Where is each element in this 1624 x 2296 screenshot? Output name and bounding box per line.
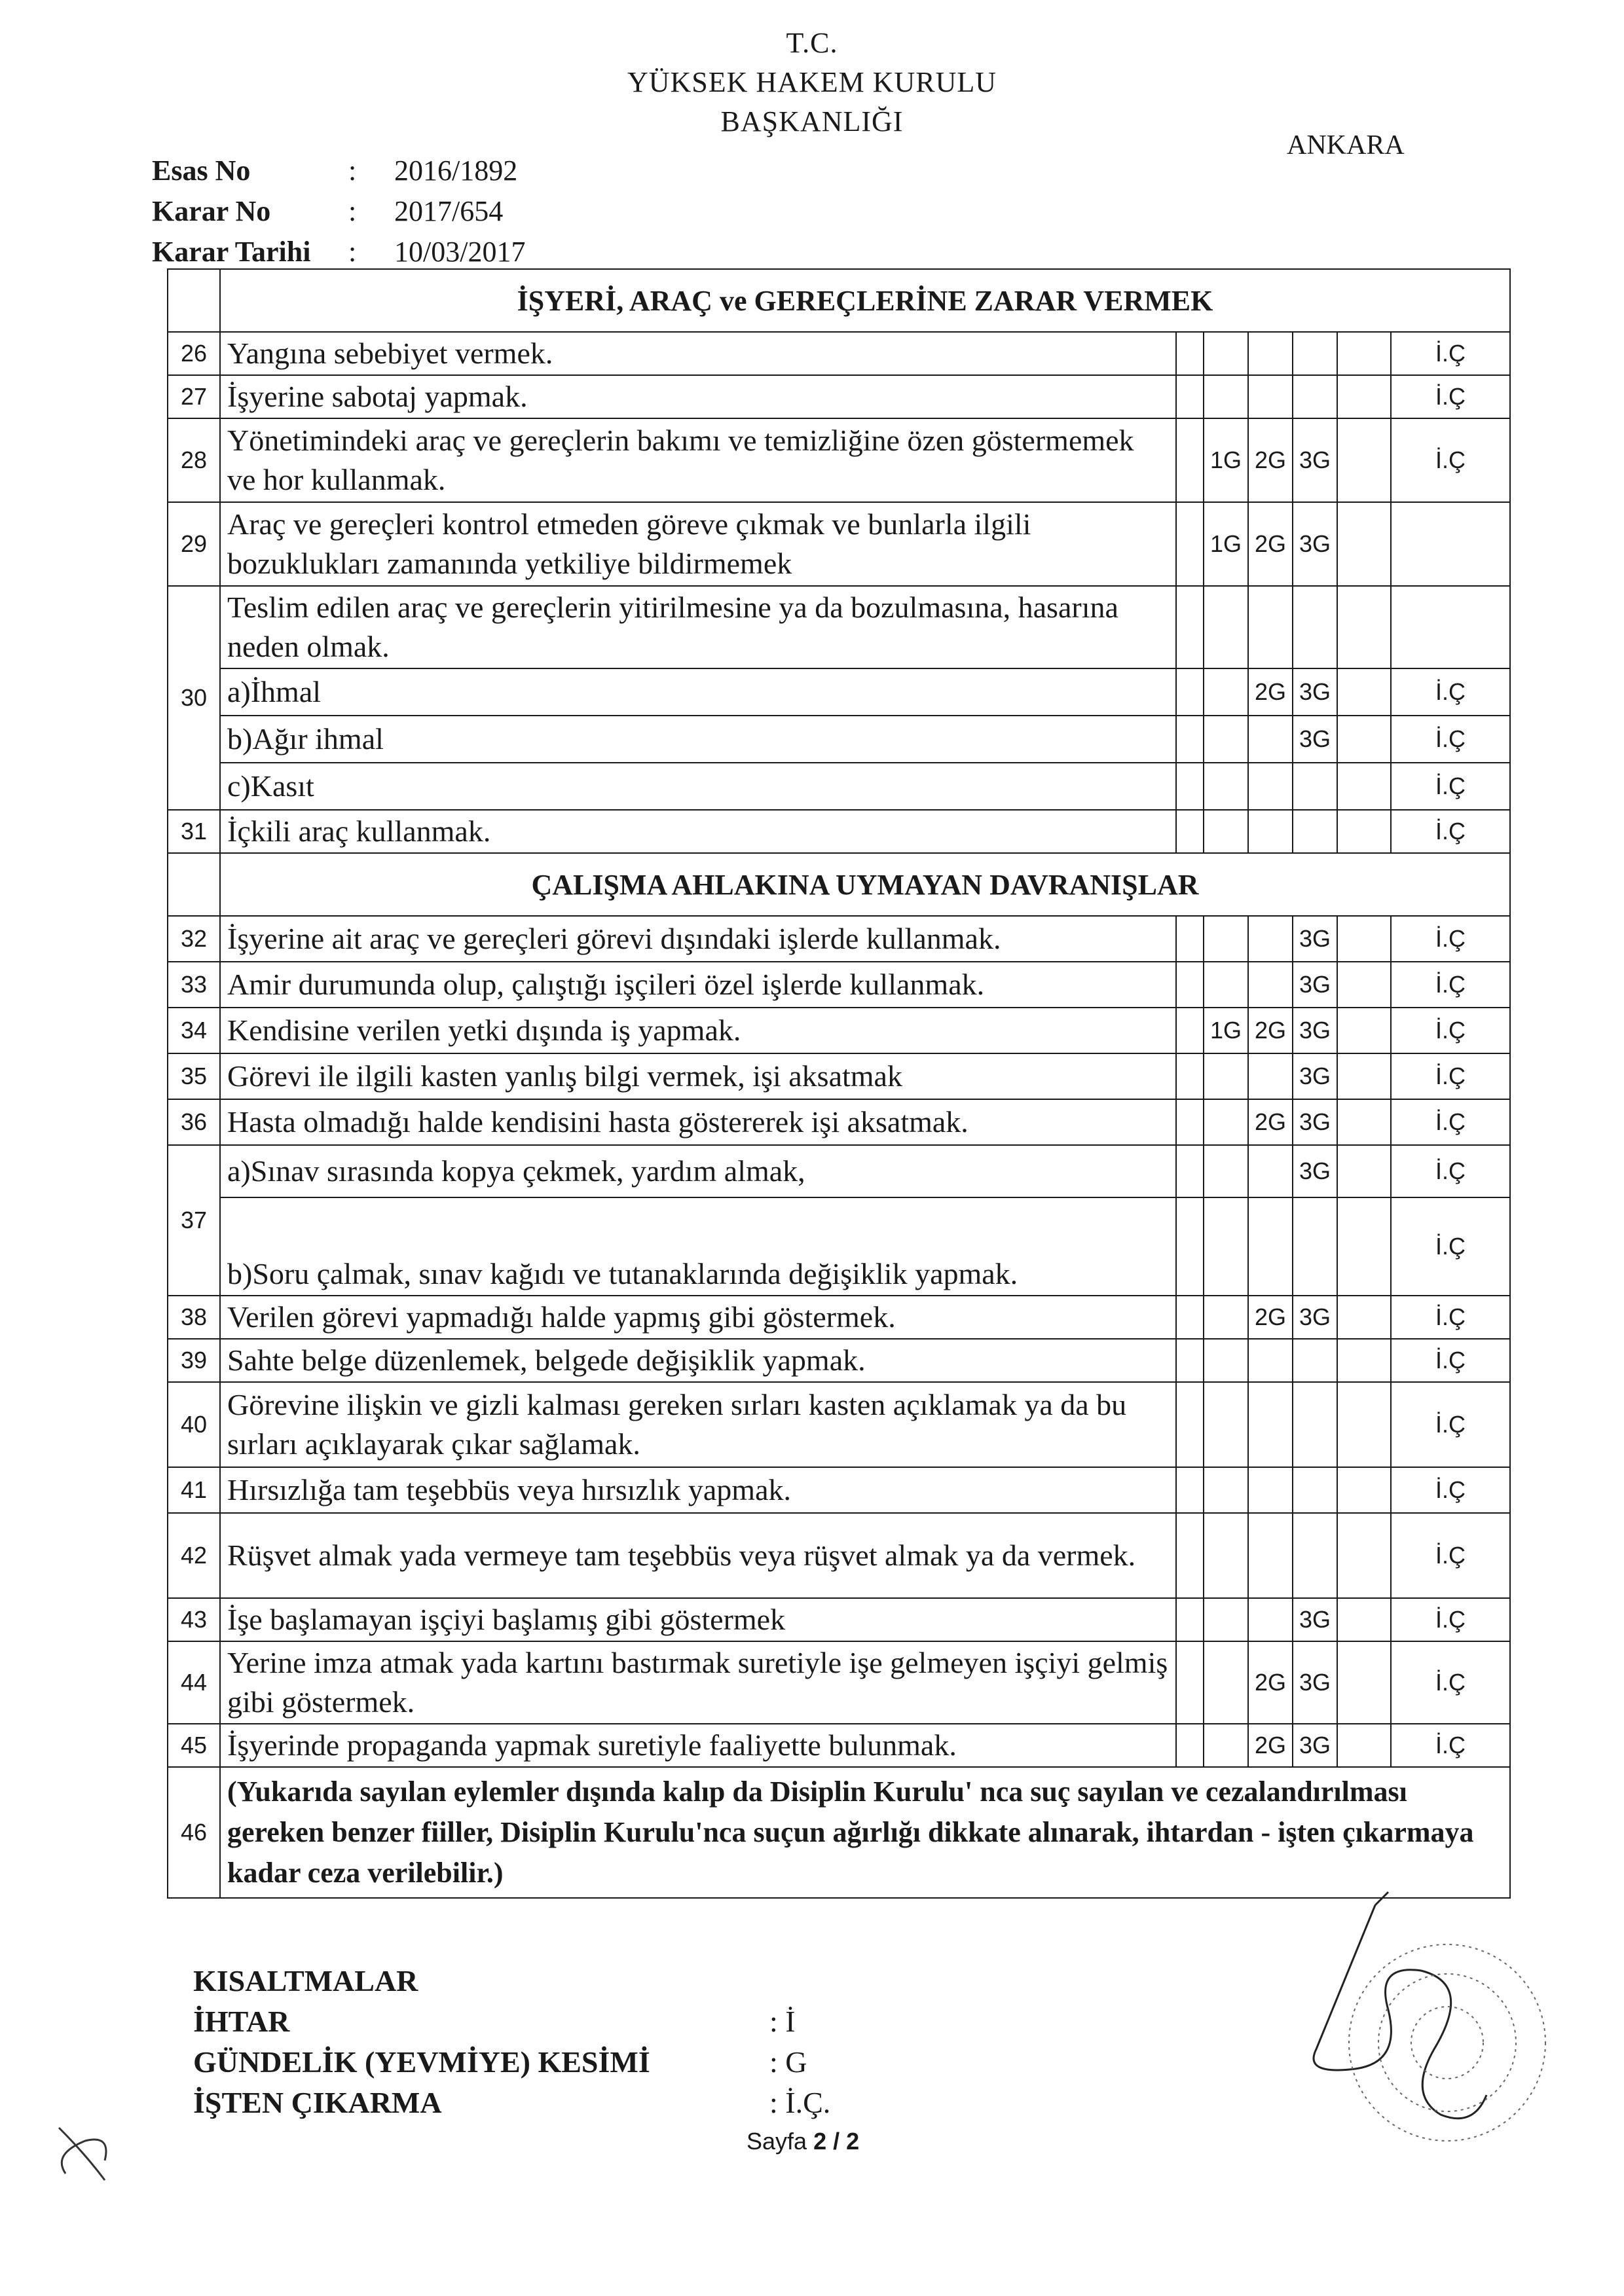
row-number: 38 bbox=[168, 1296, 220, 1339]
penalty-cell-5 bbox=[1337, 1641, 1391, 1724]
row-number: 29 bbox=[168, 502, 220, 586]
penalty-cell-4: 3G bbox=[1293, 962, 1337, 1008]
penalty-cell-2: 1G bbox=[1204, 502, 1248, 586]
row-description: Görevi ile ilgili kasten yanlış bilgi vermek, işi aksatmak bbox=[220, 1053, 1176, 1099]
penalty-cell-3 bbox=[1248, 1382, 1293, 1467]
penalty-cell-2 bbox=[1204, 763, 1248, 810]
penalty-cell-2 bbox=[1204, 1513, 1248, 1598]
penalty-cell-1 bbox=[1176, 1296, 1204, 1339]
penalty-cell-4: 3G bbox=[1293, 1145, 1337, 1197]
header-line-presidency: BAŞKANLIĞI bbox=[720, 105, 904, 137]
penalty-cell-5 bbox=[1337, 1099, 1391, 1145]
penalty-cell-1 bbox=[1176, 418, 1204, 502]
table-row bbox=[168, 1382, 1510, 1467]
penalty-cell-5 bbox=[1337, 916, 1391, 962]
penalty-cell-3 bbox=[1248, 763, 1293, 810]
table-row bbox=[168, 375, 1510, 418]
penalty-cell-6 bbox=[1391, 586, 1510, 668]
abbreviation-isten-cikarma: İŞTEN ÇIKARMA : İ.Ç. bbox=[193, 2086, 831, 2119]
table-row bbox=[168, 332, 1510, 375]
penalty-cell-6: İ.Ç bbox=[1391, 1053, 1510, 1099]
row-description: Hırsızlığa tam teşebbüs veya hırsızlık yapmak. bbox=[220, 1467, 1176, 1513]
row-description: İşyerine ait araç ve gereçleri görevi dışındaki işlerde kullanmak. bbox=[220, 916, 1176, 962]
penalty-cell-4: 3G bbox=[1293, 1099, 1337, 1145]
penalty-cell-3: 2G bbox=[1248, 1008, 1293, 1053]
penalty-cell-1 bbox=[1176, 763, 1204, 810]
row-number: 44 bbox=[168, 1641, 220, 1724]
penalty-cell-6: İ.Ç bbox=[1391, 375, 1510, 418]
penalty-cell-6: İ.Ç bbox=[1391, 962, 1510, 1008]
penalty-cell-3 bbox=[1248, 916, 1293, 962]
penalty-cell-1 bbox=[1176, 916, 1204, 962]
penalty-cell-1 bbox=[1176, 668, 1204, 716]
penalty-cell-2: 1G bbox=[1204, 1008, 1248, 1053]
penalty-cell-5 bbox=[1337, 586, 1391, 668]
penalty-cell-3 bbox=[1248, 1197, 1293, 1296]
section-header-num-cell bbox=[168, 269, 220, 332]
table-row bbox=[168, 1296, 1510, 1339]
penalty-cell-3: 2G bbox=[1248, 1641, 1293, 1724]
table-row bbox=[168, 810, 1510, 853]
penalty-cell-5 bbox=[1337, 668, 1391, 716]
penalty-cell-6: İ.Ç bbox=[1391, 1598, 1510, 1641]
penalty-cell-4: 3G bbox=[1293, 916, 1337, 962]
penalty-cell-4 bbox=[1293, 1467, 1337, 1513]
row-description: b)Ağır ihmal bbox=[220, 716, 1176, 763]
penalty-cell-6: İ.Ç bbox=[1391, 1197, 1510, 1296]
penalty-cell-5 bbox=[1337, 1598, 1391, 1641]
penalty-cell-1 bbox=[1176, 716, 1204, 763]
row-description: a)Sınav sırasında kopya çekmek, yardım almak, bbox=[220, 1145, 1176, 1197]
penalty-cell-5 bbox=[1337, 1053, 1391, 1099]
penalty-cell-3 bbox=[1248, 1513, 1293, 1598]
discipline-table bbox=[167, 268, 1511, 1899]
penalty-cell-2 bbox=[1204, 916, 1248, 962]
penalty-cell-1 bbox=[1176, 1467, 1204, 1513]
page-number: Sayfa 2 / 2 bbox=[747, 2128, 860, 2155]
penalty-cell-4: 3G bbox=[1293, 668, 1337, 716]
penalty-cell-6: İ.Ç bbox=[1391, 1296, 1510, 1339]
penalty-cell-6: İ.Ç bbox=[1391, 332, 1510, 375]
penalty-cell-5 bbox=[1337, 375, 1391, 418]
header-line-tc: T.C. bbox=[786, 27, 838, 59]
row-description: Sahte belge düzenlemek, belgede değişiklik yapmak. bbox=[220, 1339, 1176, 1382]
penalty-cell-5 bbox=[1337, 332, 1391, 375]
penalty-cell-5 bbox=[1337, 1382, 1391, 1467]
penalty-cell-4: 3G bbox=[1293, 1053, 1337, 1099]
penalty-cell-2 bbox=[1204, 1296, 1248, 1339]
penalty-cell-1 bbox=[1176, 1008, 1204, 1053]
penalty-cell-2 bbox=[1204, 375, 1248, 418]
penalty-cell-2 bbox=[1204, 810, 1248, 853]
penalty-cell-6: İ.Ç bbox=[1391, 1008, 1510, 1053]
section-header-row bbox=[168, 853, 1510, 916]
penalty-cell-2 bbox=[1204, 668, 1248, 716]
penalty-cell-3: 2G bbox=[1248, 668, 1293, 716]
penalty-cell-3 bbox=[1248, 1339, 1293, 1382]
row-number: 28 bbox=[168, 418, 220, 502]
penalty-cell-4 bbox=[1293, 810, 1337, 853]
penalty-cell-5 bbox=[1337, 1197, 1391, 1296]
row-description: Verilen görevi yapmadığı halde yapmış gibi göstermek. bbox=[220, 1296, 1176, 1339]
row-description: Teslim edilen araç ve gereçlerin yitirilmesine ya da bozulmasına, hasarına neden olmak. bbox=[220, 586, 1176, 668]
table-row bbox=[168, 1053, 1510, 1099]
table-row-37a bbox=[168, 1145, 1510, 1197]
penalty-cell-1 bbox=[1176, 1513, 1204, 1598]
row-number: 39 bbox=[168, 1339, 220, 1382]
header-line-institution: YÜKSEK HAKEM KURULU bbox=[627, 66, 997, 98]
penalty-cell-1 bbox=[1176, 586, 1204, 668]
penalty-cell-2 bbox=[1204, 1339, 1248, 1382]
row-number: 33 bbox=[168, 962, 220, 1008]
penalty-cell-4: 3G bbox=[1293, 1296, 1337, 1339]
penalty-cell-6: İ.Ç bbox=[1391, 1099, 1510, 1145]
signature-mark bbox=[1314, 1892, 1486, 2119]
section-title-2: ÇALIŞMA AHLAKINA UYMAYAN DAVRANIŞLAR bbox=[220, 853, 1510, 916]
penalty-cell-2 bbox=[1204, 1099, 1248, 1145]
penalty-cell-2: 1G bbox=[1204, 418, 1248, 502]
penalty-cell-4 bbox=[1293, 1382, 1337, 1467]
row-description: İşyerine sabotaj yapmak. bbox=[220, 375, 1176, 418]
row-description: Görevine ilişkin ve gizli kalması gereken sırları kasten açıklamak ya da bu sırları açıklayarak çıkar sağlamak. bbox=[220, 1382, 1176, 1467]
table-row bbox=[168, 1008, 1510, 1053]
penalty-cell-5 bbox=[1337, 418, 1391, 502]
penalty-cell-1 bbox=[1176, 1197, 1204, 1296]
penalty-cell-1 bbox=[1176, 332, 1204, 375]
penalty-cell-4: 3G bbox=[1293, 1724, 1337, 1767]
table-body bbox=[168, 269, 1510, 1898]
row-description: a)İhmal bbox=[220, 668, 1176, 716]
penalty-cell-3 bbox=[1248, 586, 1293, 668]
penalty-cell-5 bbox=[1337, 1513, 1391, 1598]
penalty-cell-4: 3G bbox=[1293, 1598, 1337, 1641]
table-row bbox=[168, 418, 1510, 502]
penalty-cell-2 bbox=[1204, 1382, 1248, 1467]
signature-and-stamp bbox=[1277, 1879, 1552, 2187]
row-description: İşyerinde propaganda yapmak suretiyle faaliyette bulunmak. bbox=[220, 1724, 1176, 1767]
meta-row-karar: Karar No : 2017/654 bbox=[152, 195, 504, 227]
official-stamp bbox=[1349, 1944, 1545, 2141]
penalty-cell-1 bbox=[1176, 502, 1204, 586]
penalty-cell-6: İ.Ç bbox=[1391, 1513, 1510, 1598]
penalty-cell-4 bbox=[1293, 1513, 1337, 1598]
table-row bbox=[168, 916, 1510, 962]
penalty-cell-1 bbox=[1176, 1724, 1204, 1767]
penalty-cell-2 bbox=[1204, 1467, 1248, 1513]
penalty-cell-6: İ.Ç bbox=[1391, 810, 1510, 853]
abbreviations bbox=[193, 1961, 830, 2123]
row-number: 27 bbox=[168, 375, 220, 418]
table-row-37b bbox=[168, 1197, 1510, 1296]
row-description: Hasta olmadığı halde kendisini hasta göstererek işi aksatmak. bbox=[220, 1099, 1176, 1145]
penalty-cell-1 bbox=[1176, 810, 1204, 853]
penalty-cell-6: İ.Ç bbox=[1391, 1339, 1510, 1382]
meta-row-tarih: Karar Tarihi : 10/03/2017 bbox=[152, 236, 526, 268]
row-number: 31 bbox=[168, 810, 220, 853]
margin-initial-mark bbox=[46, 2115, 118, 2193]
penalty-cell-5 bbox=[1337, 810, 1391, 853]
section-header-row bbox=[168, 269, 1510, 332]
penalty-cell-6: İ.Ç bbox=[1391, 1724, 1510, 1767]
penalty-cell-2 bbox=[1204, 1197, 1248, 1296]
row-number: 37 bbox=[168, 1145, 220, 1296]
row-description: Yerine imza atmak yada kartını bastırmak suretiyle işe gelmeyen işçiyi gelmiş gibi göstermek. bbox=[220, 1641, 1176, 1724]
table-row bbox=[168, 1641, 1510, 1724]
penalty-cell-4: 3G bbox=[1293, 1008, 1337, 1053]
penalty-cell-6: İ.Ç bbox=[1391, 668, 1510, 716]
table-row bbox=[168, 1467, 1510, 1513]
penalty-cell-1 bbox=[1176, 375, 1204, 418]
penalty-cell-3 bbox=[1248, 1145, 1293, 1197]
row-number: 34 bbox=[168, 1008, 220, 1053]
row-description: Yangına sebebiyet vermek. bbox=[220, 332, 1176, 375]
penalty-cell-2 bbox=[1204, 586, 1248, 668]
penalty-cell-3 bbox=[1248, 1467, 1293, 1513]
penalty-cell-1 bbox=[1176, 1382, 1204, 1467]
section-header-num-cell bbox=[168, 853, 220, 916]
penalty-cell-5 bbox=[1337, 1296, 1391, 1339]
row-number: 40 bbox=[168, 1382, 220, 1467]
penalty-cell-3 bbox=[1248, 332, 1293, 375]
penalty-cell-3 bbox=[1248, 962, 1293, 1008]
table-row-46 bbox=[168, 1767, 1510, 1898]
row-number: 43 bbox=[168, 1598, 220, 1641]
penalty-cell-3: 2G bbox=[1248, 502, 1293, 586]
penalty-cell-5 bbox=[1337, 1724, 1391, 1767]
row-number: 46 bbox=[168, 1767, 220, 1898]
penalty-cell-6: İ.Ç bbox=[1391, 1467, 1510, 1513]
penalty-cell-3: 2G bbox=[1248, 1099, 1293, 1145]
penalty-cell-3 bbox=[1248, 1053, 1293, 1099]
penalty-cell-5 bbox=[1337, 962, 1391, 1008]
penalty-cell-1 bbox=[1176, 962, 1204, 1008]
penalty-cell-3: 2G bbox=[1248, 1296, 1293, 1339]
table-row bbox=[168, 502, 1510, 586]
penalty-cell-3 bbox=[1248, 810, 1293, 853]
penalty-cell-2 bbox=[1204, 332, 1248, 375]
penalty-cell-4 bbox=[1293, 586, 1337, 668]
penalty-cell-3 bbox=[1248, 716, 1293, 763]
case-metadata bbox=[152, 151, 525, 272]
penalty-cell-1 bbox=[1176, 1099, 1204, 1145]
penalty-cell-1 bbox=[1176, 1145, 1204, 1197]
penalty-cell-6: İ.Ç bbox=[1391, 1145, 1510, 1197]
table-row bbox=[168, 962, 1510, 1008]
penalty-cell-6: İ.Ç bbox=[1391, 1641, 1510, 1724]
row-description: Kendisine verilen yetki dışında iş yapmak. bbox=[220, 1008, 1176, 1053]
city-label: ANKARA bbox=[1287, 130, 1405, 160]
penalty-cell-1 bbox=[1176, 1339, 1204, 1382]
penalty-cell-2 bbox=[1204, 1724, 1248, 1767]
row-description: Amir durumunda olup, çalıştığı işçileri özel işlerde kullanmak. bbox=[220, 962, 1176, 1008]
row-number: 26 bbox=[168, 332, 220, 375]
penalty-cell-6: İ.Ç bbox=[1391, 418, 1510, 502]
penalty-cell-4: 3G bbox=[1293, 418, 1337, 502]
row-number: 41 bbox=[168, 1467, 220, 1513]
penalty-cell-6 bbox=[1391, 502, 1510, 586]
row-description: İşe başlamayan işçiyi başlamış gibi göstermek bbox=[220, 1598, 1176, 1641]
penalty-cell-5 bbox=[1337, 1467, 1391, 1513]
abbreviation-gundelik: GÜNDELİK (YEVMİYE) KESİMİ : G bbox=[193, 2045, 807, 2079]
row-number: 32 bbox=[168, 916, 220, 962]
penalty-cell-3: 2G bbox=[1248, 1724, 1293, 1767]
penalty-cell-1 bbox=[1176, 1053, 1204, 1099]
row-description: İçkili araç kullanmak. bbox=[220, 810, 1176, 853]
penalty-cell-6: İ.Ç bbox=[1391, 1382, 1510, 1467]
penalty-cell-3 bbox=[1248, 375, 1293, 418]
penalty-cell-2 bbox=[1204, 716, 1248, 763]
penalty-cell-3 bbox=[1248, 1598, 1293, 1641]
penalty-cell-2 bbox=[1204, 1641, 1248, 1724]
row-description: c)Kasıt bbox=[220, 763, 1176, 810]
table-row-30-intro bbox=[168, 586, 1510, 668]
penalty-cell-4: 3G bbox=[1293, 502, 1337, 586]
penalty-cell-4: 3G bbox=[1293, 1641, 1337, 1724]
penalty-cell-4: 3G bbox=[1293, 716, 1337, 763]
penalty-cell-4 bbox=[1293, 332, 1337, 375]
table-row-30-sub bbox=[168, 763, 1510, 810]
row-number: 45 bbox=[168, 1724, 220, 1767]
penalty-cell-2 bbox=[1204, 1145, 1248, 1197]
table-row bbox=[168, 1724, 1510, 1767]
penalty-cell-4 bbox=[1293, 1197, 1337, 1296]
row-number: 35 bbox=[168, 1053, 220, 1099]
abbreviation-ihtar: İHTAR : İ bbox=[193, 2005, 796, 2038]
row-number: 36 bbox=[168, 1099, 220, 1145]
penalty-cell-1 bbox=[1176, 1641, 1204, 1724]
row-number: 42 bbox=[168, 1513, 220, 1598]
penalty-cell-2 bbox=[1204, 962, 1248, 1008]
penalty-cell-6: İ.Ç bbox=[1391, 916, 1510, 962]
section-title-1: İŞYERİ, ARAÇ ve GEREÇLERİNE ZARAR VERMEK bbox=[220, 269, 1510, 332]
table-row-30-sub bbox=[168, 716, 1510, 763]
table-row bbox=[168, 1339, 1510, 1382]
penalty-cell-5 bbox=[1337, 1008, 1391, 1053]
penalty-cell-5 bbox=[1337, 763, 1391, 810]
penalty-cell-6: İ.Ç bbox=[1391, 716, 1510, 763]
penalty-cell-5 bbox=[1337, 716, 1391, 763]
table-row bbox=[168, 1598, 1510, 1641]
penalty-cell-4 bbox=[1293, 375, 1337, 418]
meta-row-esas: Esas No : 2016/1892 bbox=[152, 155, 518, 187]
penalty-cell-5 bbox=[1337, 502, 1391, 586]
penalty-cell-5 bbox=[1337, 1339, 1391, 1382]
table-row bbox=[168, 1099, 1510, 1145]
row-description: b)Soru çalmak, sınav kağıdı ve tutanaklarında değişiklik yapmak. bbox=[220, 1197, 1176, 1296]
abbreviations-title: KISALTMALAR bbox=[193, 1964, 418, 1997]
penalty-cell-5 bbox=[1337, 1145, 1391, 1197]
row-description: Rüşvet almak yada vermeye tam teşebbüs veya rüşvet almak ya da vermek. bbox=[220, 1513, 1176, 1598]
penalty-cell-3: 2G bbox=[1248, 418, 1293, 502]
penalty-cell-4 bbox=[1293, 763, 1337, 810]
penalty-cell-2 bbox=[1204, 1053, 1248, 1099]
penalty-cell-4 bbox=[1293, 1339, 1337, 1382]
row-number: 30 bbox=[168, 586, 220, 810]
row-description: Araç ve gereçleri kontrol etmeden göreve çıkmak ve bunlarla ilgili bozuklukları zamanında yetkiliye bildirmemek bbox=[220, 502, 1176, 586]
penalty-cell-6: İ.Ç bbox=[1391, 763, 1510, 810]
table-row-30-sub bbox=[168, 668, 1510, 716]
row-description: Yönetimindeki araç ve gereçlerin bakımı ve temizliğine özen göstermemek ve hor kullanmak. bbox=[220, 418, 1176, 502]
table-row bbox=[168, 1513, 1510, 1598]
penalty-cell-2 bbox=[1204, 1598, 1248, 1641]
penalty-cell-1 bbox=[1176, 1598, 1204, 1641]
closing-note: (Yukarıda sayılan eylemler dışında kalıp da Disiplin Kurulu' nca suç sayılan ve cezalandırılması gereken benzer fiiller, Disiplin Kurulu'nca suçun ağırlığı dikkate alınarak, ihtardan - işten çıkarmaya kadar ceza verilebilir.) bbox=[220, 1767, 1510, 1898]
